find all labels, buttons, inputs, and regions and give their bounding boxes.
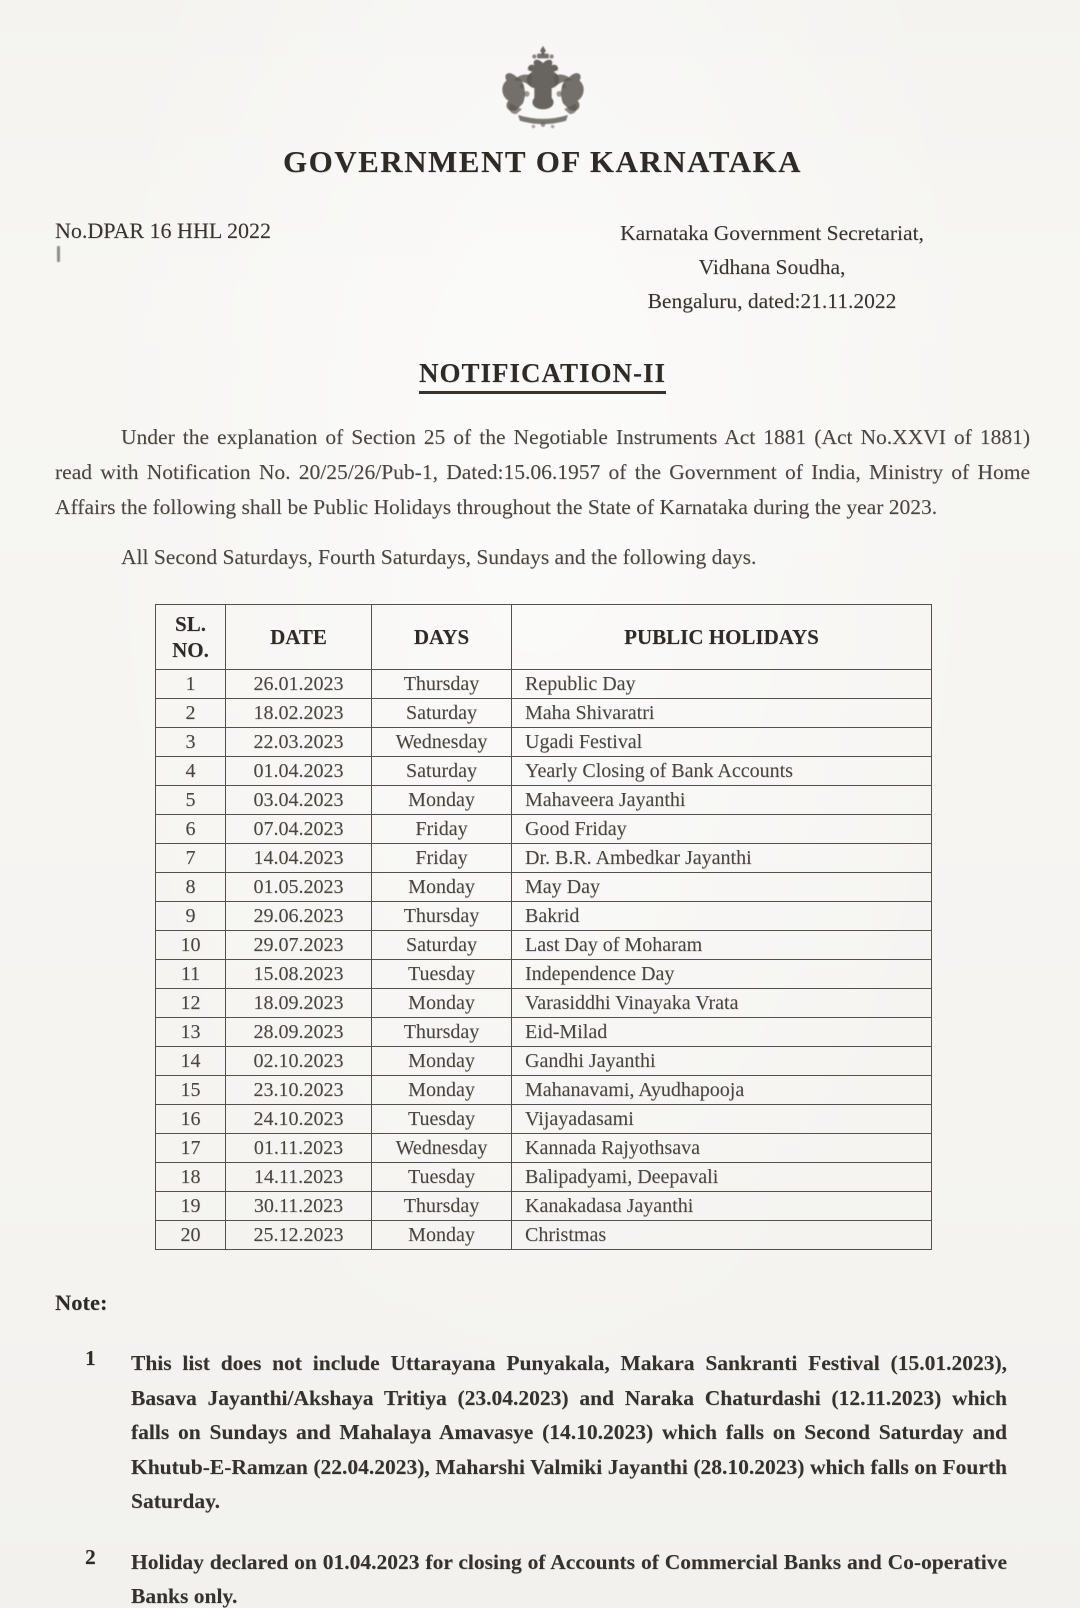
table-row — [156, 670, 932, 699]
table-row — [156, 1163, 932, 1192]
note-item — [85, 1346, 1030, 1519]
holiday-cell: Mahaveera Jayanthi — [512, 786, 932, 815]
address-line: Vidhana Soudha, — [698, 255, 846, 279]
date-cell: 01.04.2023 — [226, 757, 372, 786]
sl-no-cell: 17 — [156, 1134, 226, 1163]
table-row — [156, 1105, 932, 1134]
following-days-line: All Second Saturdays, Fourth Saturdays, Sundays and the following days. — [121, 545, 757, 569]
table-row — [156, 757, 932, 786]
sl-no-cell: 9 — [156, 902, 226, 931]
notification-title: NOTIFICATION-II — [419, 358, 666, 394]
sl-no-cell: 2 — [156, 699, 226, 728]
sl-no-cell: 6 — [156, 815, 226, 844]
day-cell: Saturday — [372, 931, 512, 960]
table-row — [156, 1221, 932, 1250]
day-cell: Thursday — [372, 902, 512, 931]
document-header — [55, 44, 1030, 180]
holiday-cell: Republic Day — [512, 670, 932, 699]
holiday-cell: May Day — [512, 873, 932, 902]
date-cell: 01.05.2023 — [226, 873, 372, 902]
holiday-cell: Gandhi Jayanthi — [512, 1047, 932, 1076]
holiday-cell: Christmas — [512, 1221, 932, 1250]
sl-no-cell: 11 — [156, 960, 226, 989]
day-cell: Tuesday — [372, 1163, 512, 1192]
date-cell: 07.04.2023 — [226, 815, 372, 844]
holiday-cell: Varasiddhi Vinayaka Vrata — [512, 989, 932, 1018]
day-cell: Wednesday — [372, 728, 512, 757]
holiday-cell: Independence Day — [512, 960, 932, 989]
notes-list — [85, 1346, 1030, 1608]
address-line: Karnataka Government Secretariat, — [620, 221, 924, 245]
holiday-cell: Kannada Rajyothsava — [512, 1134, 932, 1163]
date-cell: 15.08.2023 — [226, 960, 372, 989]
sl-no-cell: 12 — [156, 989, 226, 1018]
day-cell: Friday — [372, 815, 512, 844]
reference-number: No.DPAR 16 HHL 2022 — [55, 218, 271, 243]
holiday-cell: Ugadi Festival — [512, 728, 932, 757]
date-cell: 28.09.2023 — [226, 1018, 372, 1047]
intro-paragraph: Under the explanation of Section 25 of the Negotiable Instruments Act 1881 (Act No.XXVI of 1881) read with Notification No. 20/25/26/Pub-1, Dated:15.06.1957 of the Government of India, Ministry of Home Affairs the following shall be Public Holidays throughout the State of Karnataka during the year 2023. — [55, 425, 1030, 519]
day-cell: Monday — [372, 1221, 512, 1250]
day-cell: Thursday — [372, 1018, 512, 1047]
sl-no-cell: 20 — [156, 1221, 226, 1250]
note-number: 1 — [85, 1346, 96, 1370]
date-cell: 18.02.2023 — [226, 699, 372, 728]
holiday-cell: Kanakadasa Jayanthi — [512, 1192, 932, 1221]
table-row — [156, 815, 932, 844]
address-line: Bengaluru, dated:21.11.2022 — [647, 289, 897, 313]
holiday-cell: Balipadyami, Deepavali — [512, 1163, 932, 1192]
holiday-cell: Vijayadasami — [512, 1105, 932, 1134]
holiday-cell: Eid-Milad — [512, 1018, 932, 1047]
date-cell: 25.12.2023 — [226, 1221, 372, 1250]
sl-no-cell: 3 — [156, 728, 226, 757]
day-cell: Thursday — [372, 1192, 512, 1221]
date-cell: 23.10.2023 — [226, 1076, 372, 1105]
holiday-cell: Maha Shivaratri — [512, 699, 932, 728]
table-row — [156, 1134, 932, 1163]
date-cell: 29.06.2023 — [226, 902, 372, 931]
secretariat-address — [602, 216, 942, 318]
holiday-cell: Bakrid — [512, 902, 932, 931]
holidays-table — [155, 604, 932, 1250]
date-cell: 30.11.2023 — [226, 1192, 372, 1221]
holidays-table-body — [156, 670, 932, 1250]
note-text: This list does not include Uttarayana Punyakala, Makara Sankranti Festival (15.01.2023), Basava Jayanthi/Akshaya Tritiya (23.04.2023) and Naraka Chaturdashi (12.11.2023) which falls on Sundays and Mahalaya Amavasye (14.10.2023) which falls on Second Saturday and Khutub-E-Ramzan (22.04.2023), Maharshi Valmiki Jayanthi (28.10.2023) which falls on Fourth Saturday. — [131, 1351, 1007, 1513]
table-row — [156, 699, 932, 728]
note-heading: Note: — [55, 1290, 108, 1315]
sl-no-cell: 18 — [156, 1163, 226, 1192]
holiday-cell: Dr. B.R. Ambedkar Jayanthi — [512, 844, 932, 873]
holiday-cell: Last Day of Moharam — [512, 931, 932, 960]
date-cell: 14.11.2023 — [226, 1163, 372, 1192]
date-cell: 22.03.2023 — [226, 728, 372, 757]
title-wrap — [55, 358, 1030, 394]
scan-artifact — [57, 246, 60, 262]
date-cell: 29.07.2023 — [226, 931, 372, 960]
day-cell: Monday — [372, 989, 512, 1018]
note-text: Holiday declared on 01.04.2023 for closing of Accounts of Commercial Banks and Co-operative Banks only. — [131, 1549, 1007, 1608]
date-cell: 01.11.2023 — [226, 1134, 372, 1163]
date-cell: 02.10.2023 — [226, 1047, 372, 1076]
date-cell: 24.10.2023 — [226, 1105, 372, 1134]
sl-no-cell: 7 — [156, 844, 226, 873]
date-cell: 18.09.2023 — [226, 989, 372, 1018]
date-cell: 26.01.2023 — [226, 670, 372, 699]
date-cell: 14.04.2023 — [226, 844, 372, 873]
table-row — [156, 902, 932, 931]
day-cell: Thursday — [372, 670, 512, 699]
table-row — [156, 931, 932, 960]
sl-no-cell: 5 — [156, 786, 226, 815]
reference-row — [55, 216, 1030, 318]
column-header: DAYS — [372, 605, 512, 670]
sl-no-cell: 10 — [156, 931, 226, 960]
sl-no-cell: 8 — [156, 873, 226, 902]
note-item — [85, 1545, 1030, 1608]
sl-no-cell: 4 — [156, 757, 226, 786]
column-header: PUBLIC HOLIDAYS — [512, 605, 932, 670]
table-row — [156, 960, 932, 989]
sl-no-cell: 16 — [156, 1105, 226, 1134]
sl-no-cell: 1 — [156, 670, 226, 699]
note-number: 2 — [85, 1544, 96, 1569]
sl-no-cell: 13 — [156, 1018, 226, 1047]
table-row — [156, 1192, 932, 1221]
header-row — [156, 605, 932, 670]
day-cell: Tuesday — [372, 960, 512, 989]
day-cell: Monday — [372, 873, 512, 902]
table-row — [156, 1047, 932, 1076]
sl-no-cell: 19 — [156, 1192, 226, 1221]
table-row — [156, 728, 932, 757]
day-cell: Monday — [372, 786, 512, 815]
column-header: SL. NO. — [156, 605, 226, 670]
day-cell: Monday — [372, 1076, 512, 1105]
table-row — [156, 873, 932, 902]
column-header: DATE — [226, 605, 372, 670]
day-cell: Saturday — [372, 699, 512, 728]
org-name: GOVERNMENT OF KARNATAKA — [282, 144, 803, 179]
table-row — [156, 786, 932, 815]
holiday-cell: Mahanavami, Ayudhapooja — [512, 1076, 932, 1105]
date-cell: 03.04.2023 — [226, 786, 372, 815]
table-row — [156, 1076, 932, 1105]
table-row — [156, 1018, 932, 1047]
table-row — [156, 844, 932, 873]
holiday-cell: Yearly Closing of Bank Accounts — [512, 757, 932, 786]
sl-no-cell: 15 — [156, 1076, 226, 1105]
day-cell: Saturday — [372, 757, 512, 786]
day-cell: Monday — [372, 1047, 512, 1076]
day-cell: Friday — [372, 844, 512, 873]
day-cell: Wednesday — [372, 1134, 512, 1163]
table-row — [156, 989, 932, 1018]
karnataka-emblem-icon — [495, 44, 591, 140]
sl-no-cell: 14 — [156, 1047, 226, 1076]
day-cell: Tuesday — [372, 1105, 512, 1134]
holiday-cell: Good Friday — [512, 815, 932, 844]
holidays-table-head — [156, 605, 932, 670]
